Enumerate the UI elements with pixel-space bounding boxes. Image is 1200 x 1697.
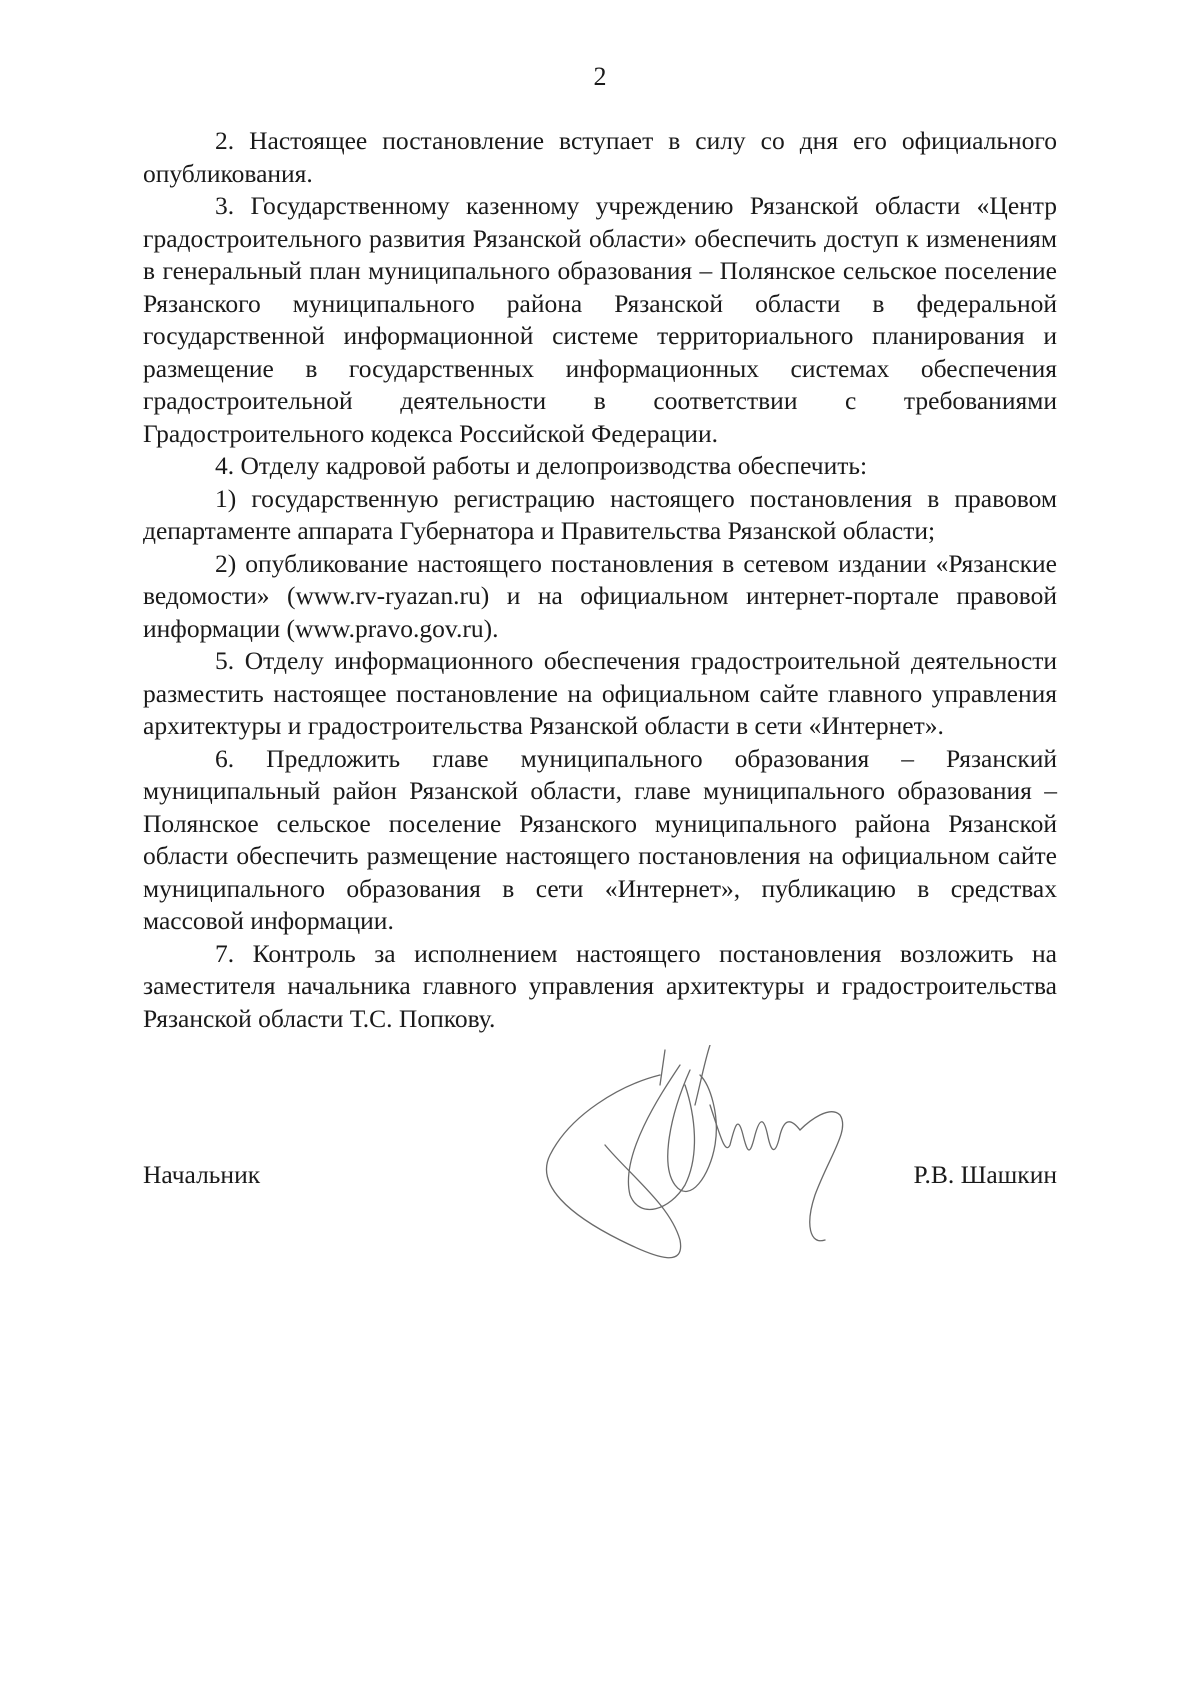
page-number: 2	[593, 62, 607, 91]
document-body	[143, 125, 1057, 1035]
signatory-name: Р.В. Шашкин	[913, 1160, 1057, 1189]
signature-block	[143, 1160, 1057, 1200]
paragraph-7: 7. Контроль за исполнением настоящего постановления возложить на заместителя начальника главного управления архитектуры и градостроительства Рязанской области Т.С. Попкову.	[143, 938, 1057, 1033]
paragraph-2: 2. Настоящее постановление вступает в силу со дня его официального опубликования.	[143, 126, 1057, 188]
paragraph-4-1: 1) государственную регистрацию настоящего постановления в правовом департаменте аппарата Губернатора и Правительства Рязанской области;	[143, 483, 1057, 545]
paragraph-4-2: 2) опубликование настоящего постановления в сетевом издании «Рязанские ведомости» (www.rv-ryazan.ru) и на официальном интернет-портале правовой информации (www.pravo.gov.ru).	[143, 548, 1057, 643]
paragraph-5: 5. Отделу информационного обеспечения градостроительной деятельности разместить настоящее постановление на официальном сайте главного управления архитектуры и градостроительства Рязанской области в сети «Интернет».	[143, 646, 1057, 740]
paragraph-4: 4. Отделу кадровой работы и делопроизводства обеспечить:	[215, 451, 868, 480]
paragraph-3: 3. Государственному казенному учреждению Рязанской области «Центр градостроительного развития Рязанской области» обеспечить доступ к изменениям в генеральный план муниципального образования – Полянское сельское поселение Рязанского муниципального района Рязанской области в федеральной государственной информационной системе территориального планирования и размещение в государственных информационных системах обеспечения градостроительной деятельности в соответствии с требованиями Градостроительного кодекса Российской Федерации.	[143, 191, 1057, 448]
paragraph-6: 6. Предложить главе муниципального образования – Рязанский муниципальный район Рязанской области, главе муниципального образования – Полянское сельское поселение Рязанского муниципального района Рязанской области обеспечить размещение настоящего постановления на официальном сайте муниципального образования в сети «Интернет», публикацию в средствах массовой информации.	[143, 743, 1057, 935]
signatory-title: Начальник	[143, 1160, 261, 1189]
